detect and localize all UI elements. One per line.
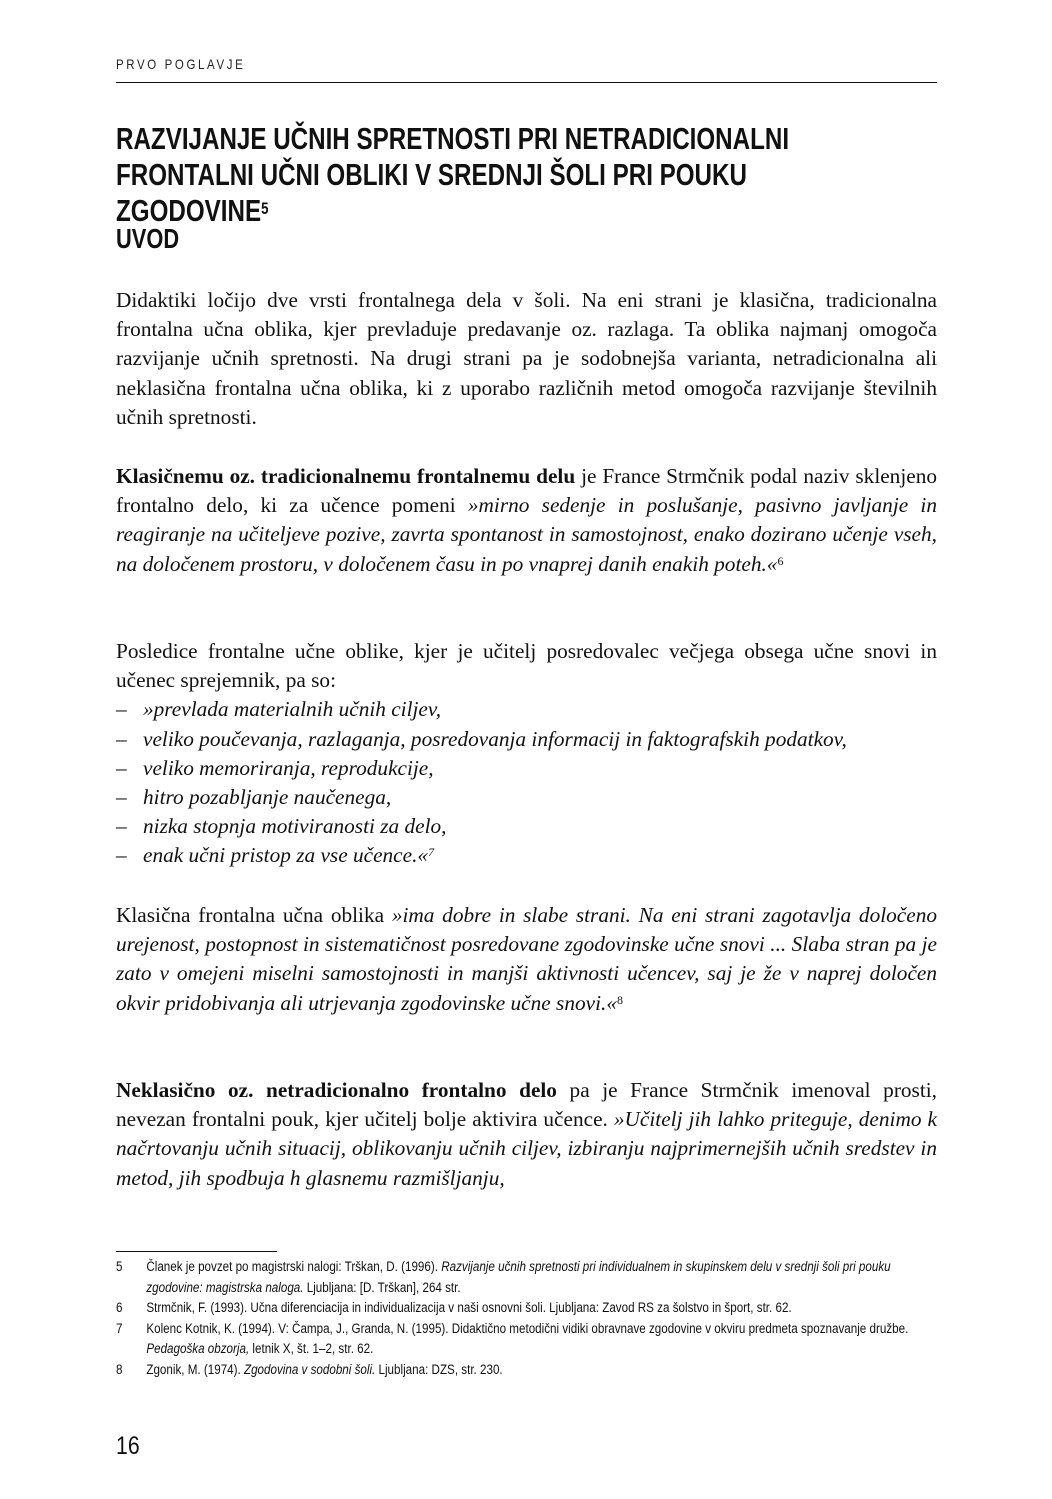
paragraph-text: pa je France Strmčnik imenoval prosti, nevezan frontalni pouk, kjer učitelj bolje aktivira učence. [116,1078,938,1132]
dash-bullet: – [116,843,127,868]
paragraph-nonclassic-frontal [116,1076,937,1193]
list-item-text: enak učni pristop za vse učence.« [143,843,429,868]
footnote-ref-7[interactable]: 7 [428,845,435,860]
page-number: 16 [116,1432,140,1460]
footnote-number: 7 [116,1320,123,1337]
paragraph-classic-sides [116,901,937,1018]
footnotes [116,1257,936,1380]
footnote-text: Članek je povzet po magistrski nalogi: Trškan, D. (1996). [146,1259,442,1275]
running-head: PRVO POGLAVJE [116,56,246,72]
list-item [116,783,937,812]
title-line-2: FRONTALNI UČNI OBLIKI V SREDNJI ŠOLI PRI POUKU ZGODOVINE [116,157,747,228]
paragraph-text: Klasična frontalna učna oblika [116,903,392,927]
list-item [116,754,937,783]
header-rule [116,82,937,83]
consequences-intro: Posledice frontalne učne oblike, kjer je učitelj posredovalec večjega obsega učne snovi in učenec sprejemnik, pa so: [116,639,937,693]
footnote-title: Razvijanje učnih spretnosti pri individualnem in skupinskem delu v srednji šoli pri pouku zgodovine: magistrska naloga. [146,1259,891,1296]
footnote-ref-6[interactable]: 6 [777,553,784,568]
footnote-title: Pedagoška obzorja, [146,1341,250,1357]
footnote-text: Kolenc Kotnik, K. (1994). V: Čampa, J., Granda, N. (1995). Didaktično metodični vidiki obravnave zgodovine v okviru predmeta spoznavanje družbe. [146,1320,909,1337]
footnote-number: 8 [116,1361,123,1378]
footnote-8 [116,1360,936,1381]
paragraph-text: je France Strmčnik podal naziv sklenjeno frontalno delo, ki za učence pomeni [116,464,937,518]
list-item [116,695,937,724]
footnote-7 [116,1319,936,1360]
list-item-text: nizka stopnja motiviranosti za delo, [143,814,447,839]
footnote-text: Ljubljana: [D. Trškan], 264 str. [303,1279,461,1296]
footnote-5 [116,1257,936,1298]
dash-bullet: – [116,697,127,722]
footnote-number: 6 [116,1300,123,1316]
title-line-1: RAZVIJANJE UČNIH SPRETNOSTI PRI NETRADICIONALNI [116,121,790,156]
footnote-title: Zgodovina v sodobni šoli. [243,1361,376,1378]
quote-text: »Učitelj jih lahko priteguje, denimo k načrtovanju učnih situacij, oblikovanju učnih ciljev, izbiranju najprimernejših učnih sredstev in metod, jih spodbuja h glasnemu razmišljanju, [116,1107,937,1190]
list-item-text: hitro pozabljanje naučenega, [143,785,392,810]
list-item-text: veliko poučevanja, razlaganja, posredovanja informacij in faktografskih podatkov, [143,726,847,751]
article-title [116,121,818,229]
consequences-list [116,695,937,870]
paragraph-classic-frontal [116,462,937,579]
list-item-text: »prevlada materialnih učnih ciljev, [143,697,442,722]
dash-bullet: – [116,755,127,780]
dash-bullet: – [116,785,127,810]
dash-bullet: – [116,726,127,751]
paragraph-intro: Didaktiki ločijo dve vrsti frontalnega dela v šoli. Na eni strani je klasična, tradicionalna frontalna učna oblika, kjer prevladuje predavanje oz. razlaga. Ta oblika najmanj omogoča razvijanje učnih spretnosti. Na drugi strani pa je sodobnejša varianta, netradicionalna ali neklasična frontalna učna oblika, ki z uporabo različnih metod omogoča razvijanje številnih učnih spretnosti. [116,288,937,429]
list-item [116,812,937,841]
list-item [116,841,937,870]
footnote-rule [116,1251,277,1252]
footnote-ref-8[interactable]: 8 [616,992,623,1007]
footnote-6 [116,1298,936,1319]
paragraph-consequences [116,637,937,871]
quote-text: »ima dobre in slabe strani. Na eni strani zagotavlja določeno urejenost, postopnost in sistematičnost posredovane zgodovinske učne snovi ... Slaba stran pa je zato v omejeni miselni samostojnosti in manjši aktivnosti učencev, saj je že v naprej določen okvir pridobivanja ali utrjevanja zgodovinske učne snovi.« [116,903,938,1015]
footnote-text: Strmčnik, F. (1993). Učna diferenciacija in individualizacija v naši osnovni šoli. Ljubljana: Zavod RS za šolstvo in šport, str. 62. [146,1300,792,1316]
term-nonclassic-frontal: Neklasično oz. netradicionalno frontalno delo [116,1078,557,1102]
list-item-text: veliko memoriranja, reprodukcije, [143,755,434,780]
quote-text: »mirno sedenje in poslušanje, pasivno javljanje in reagiranje na učiteljeve pozive, zavrta spontanost in samostojnost, enako dozirano učenje vseh, na določenem prostoru, v določenem času in po vnaprej danih enakih poteh.« [116,493,937,576]
footnote-number: 5 [116,1259,123,1275]
footnote-text: Zgonik, M. (1974). [146,1361,244,1378]
title-footnote-ref[interactable]: 5 [261,199,269,218]
footnote-text: Ljubljana: DZS, str. 230. [375,1361,503,1378]
dash-bullet: – [116,814,127,839]
section-heading: UVOD [116,223,180,254]
term-classic-frontal: Klasičnemu oz. tradicionalnemu frontalnemu delu [116,464,576,488]
list-item [116,725,937,754]
footnote-text: letnik X, št. 1–2, str. 62. [249,1341,374,1357]
